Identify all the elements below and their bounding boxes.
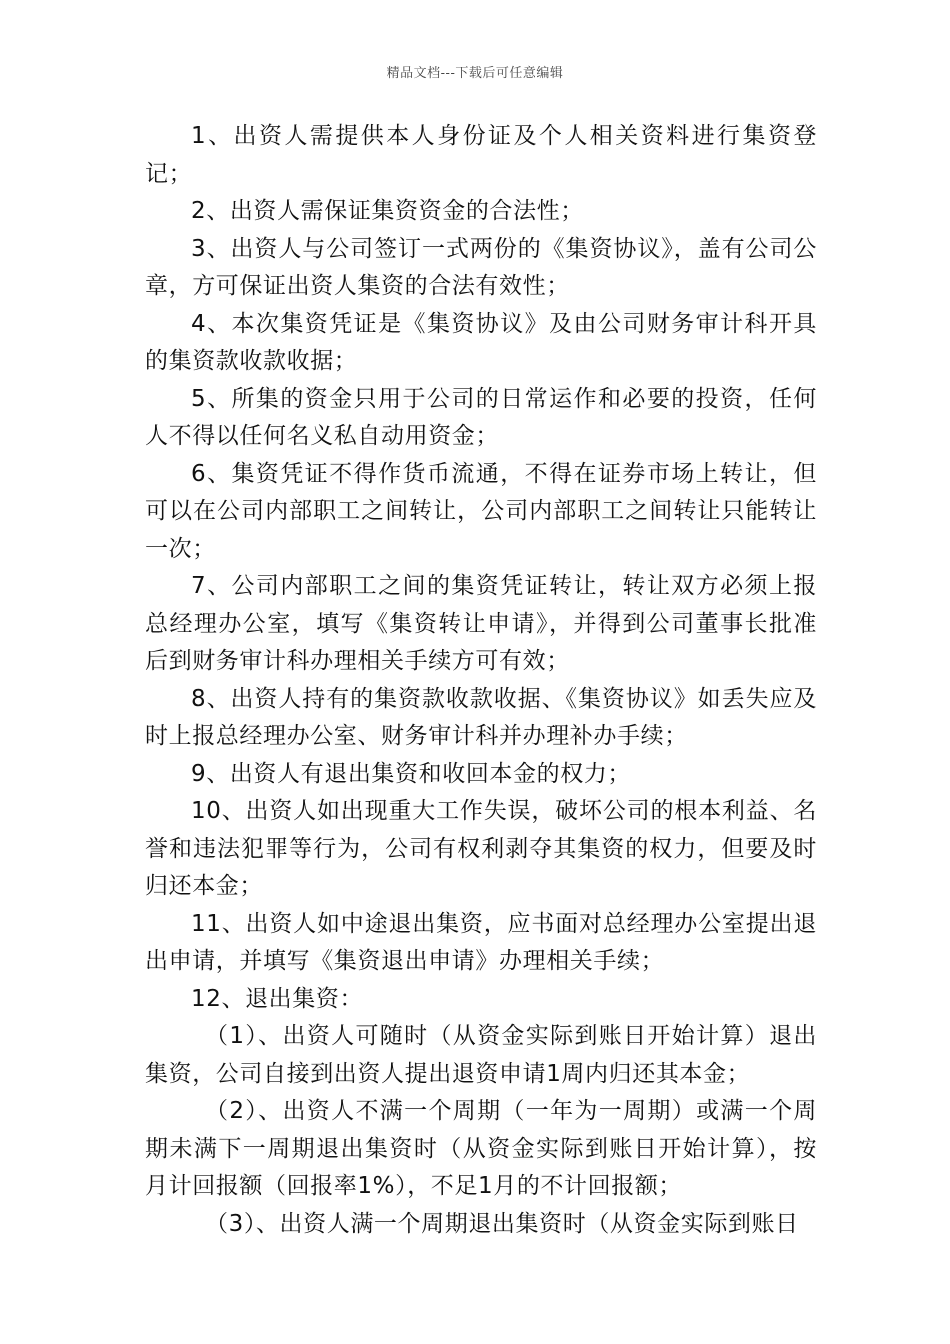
paragraph-11: 11、出资人如中途退出集资，应书面对总经理办公室提出退出申请，并填写《集资退出申请》办理相关手续； xyxy=(145,910,817,974)
document-body xyxy=(145,118,817,1243)
sub-item-1: （1）、出资人可随时（从资金实际到账日开始计算）退出集资，公司自接到出资人提出退资申请1周内归还其本金； xyxy=(145,1023,817,1087)
paragraph-3: 3、出资人与公司签订一式两份的《集资协议》，盖有公司公章，方可保证出资人集资的合法有效性； xyxy=(145,235,817,299)
paragraph-8: 8、出资人持有的集资款收款收据、《集资协议》如丢失应及时上报总经理办公室、财务审计科并办理补办手续； xyxy=(145,685,817,749)
paragraph-7: 7、公司内部职工之间的集资凭证转让，转让双方必须上报总经理办公室，填写《集资转让申请》，并得到公司董事长批准后到财务审计科办理相关手续方可有效； xyxy=(145,573,817,674)
paragraph-9: 9、出资人有退出集资和收回本金的权力； xyxy=(191,760,632,787)
paragraph-10: 10、出资人如出现重大工作失误，破坏公司的根本利益、名誉和违法犯罪等行为，公司有权利剥夺其集资的权力，但要及时归还本金； xyxy=(145,798,817,899)
paragraph-1: 1、出资人需提供本人身份证及个人相关资料进行集资登记； xyxy=(145,123,817,187)
sub-item-2: （2）、出资人不满一个周期（一年为一周期）或满一个周期未满下一周期退出集资时（从资金实际到账日开始计算），按月计回报额（回报率1%），不足1月的不计回报额； xyxy=(145,1098,817,1199)
paragraph-4: 4、本次集资凭证是《集资协议》及由公司财务审计科开具的集资款收款收据； xyxy=(145,310,817,374)
sub-item-3: （3）、出资人满一个周期退出集资时（从资金实际到账日 xyxy=(205,1210,799,1237)
paragraph-12: 12、退出集资： xyxy=(191,985,364,1012)
paragraph-2: 2、出资人需保证集资资金的合法性； xyxy=(191,198,584,224)
paragraph-6: 6、集资凭证不得作货币流通，不得在证券市场上转让，但可以在公司内部职工之间转让，公司内部职工之间转让只能转让一次； xyxy=(145,460,817,562)
page-header: 精品文档---下载后可任意编辑 xyxy=(386,66,564,81)
paragraph-5: 5、所集的资金只用于公司的日常运作和必要的投资，任何人不得以任何名义私自动用资金； xyxy=(145,385,817,449)
